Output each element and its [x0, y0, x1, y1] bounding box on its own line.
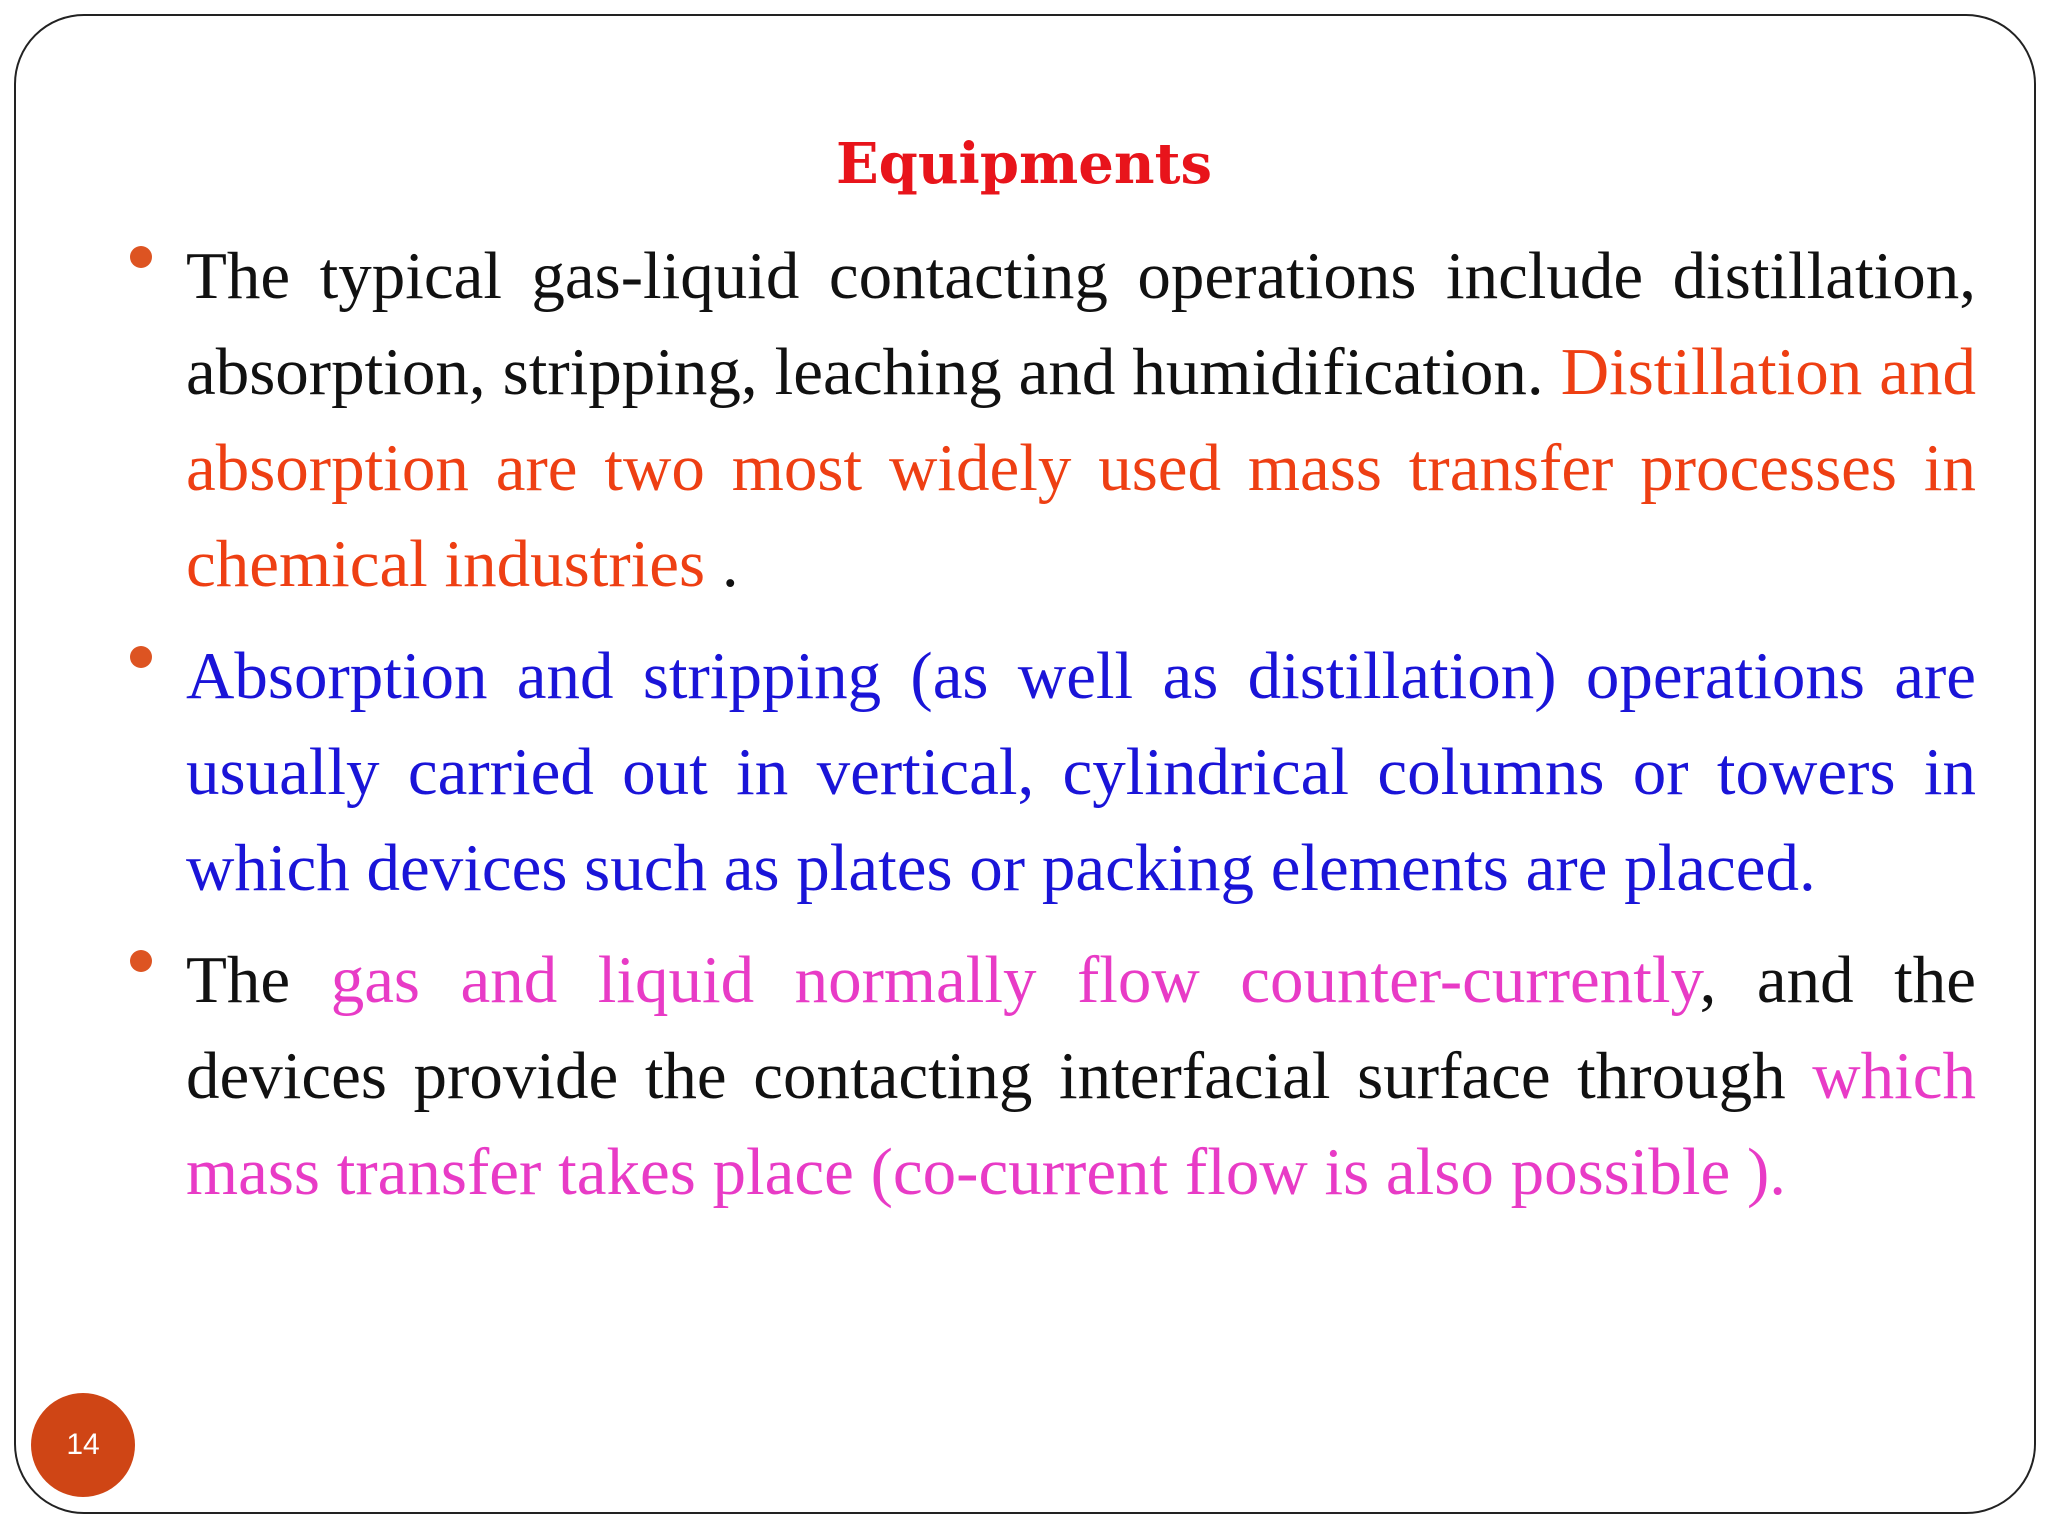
bullet-dot-icon [130, 246, 152, 268]
bullet-3-text-middle: , and the devices provide the contacting interfacial surface through [186, 943, 1977, 1113]
bullet-item-2 [186, 628, 1976, 916]
bullet-2-text: Absorption and stripping (as well as distillation) operations are usually carried out in vertical, cylindrical columns or towers in which devices such as plates or packing elements are placed. [186, 639, 1976, 905]
bullet-3-text-highlight-1: gas and liquid normally flow counter-currently [330, 943, 1700, 1017]
bullet-1-text-end: . [705, 527, 739, 601]
bullet-3-text-intro: The [186, 943, 291, 1017]
bullet-1-text-highlight: Distillation and absorption are two most widely used mass transfer processes in chemical industries [186, 335, 1976, 601]
bullet-item-1 [186, 228, 1976, 612]
bullet-1-text-intro: The typical gas-liquid contacting operations include distillation, absorption, stripping, leaching and humidification. [186, 239, 1976, 409]
bullet-dot-icon [130, 646, 152, 668]
slide-title: Equipments [836, 131, 1212, 197]
bullet-dot-icon [130, 950, 152, 972]
bullet-3-text-highlight-2: which mass transfer takes place (co-current flow is also possible ). [186, 1039, 1976, 1209]
slide-body [186, 228, 1976, 1236]
bullet-item-3 [186, 932, 1976, 1220]
page-number-badge: 14 [31, 1393, 135, 1497]
